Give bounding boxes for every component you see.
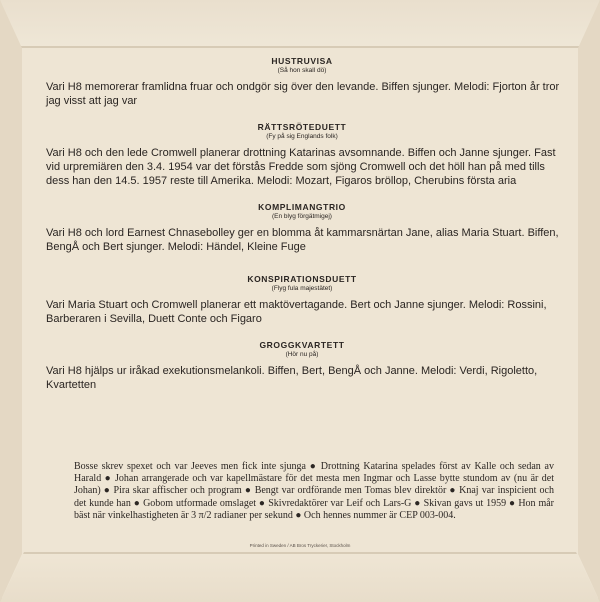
- song-title: HUSTRUVISA: [271, 56, 333, 66]
- credits-paragraph: Bosse skrev spexet och var Jeeves men fick inte sjunga ● Drottning Katarina spelades först av Kalle och sedan av Harald ● Johan arrangerade och var kapellmästare för det mesta men Ingmar och Lasse bytte stundom av (nu är det Johan) ● Pira skar affischer och program ● Bengt var ordförande men Tomas blev direktör ● Knaj var inspicient och det kunde han ● Gobom utformade omslaget ● Skivredaktörer var Leif och Lars-G ● Skivan gavs ut 1959 ● Hon mår bäst när vinkelhastigheten är 3 π/2 radianer per sekund ● Och hennes nummer är CEP 003-004.: [74, 461, 554, 521]
- song-description: Vari H8 hjälps ur iråkad exekutionsmelankoli. Biffen, Bert, BengÅ och Janne. Melodi: Verdi, Rigoletto, Kvartetten: [46, 365, 538, 391]
- right-flap: [578, 0, 600, 602]
- song-section-groggkvartett: [44, 340, 560, 392]
- song-section-rattsroteduett: [44, 122, 560, 188]
- top-flap-edge: [18, 46, 582, 48]
- song-title: GROGGKVARTETT: [259, 340, 345, 350]
- song-subtitle: (Hör nu på): [285, 351, 319, 358]
- song-title: KOMPLIMANGTRIO: [258, 202, 346, 212]
- song-list: [44, 56, 560, 406]
- song-description: Vari H8 och den lede Cromwell planerar drottning Katarinas avsomnande. Biffen och Janne sjunger. Fast vid urpremiären den 3.4. 1954 var det förstås Fredde som sjöng Cromwell och det höll han på med tills dess han den 14.5. 1957 reste till Amerika. Melodi: Mozart, Figaros bröllop, Cherubins första aria: [46, 147, 556, 187]
- song-description: Vari H8 memorerar framlidna fruar och ondgör sig över den levande. Biffen sjunger. Melodi: Fjorton år tror jag visst att jag var: [46, 81, 560, 107]
- song-subtitle: (Fy på sig Englands folk): [266, 133, 338, 140]
- song-title: RÄTTSRÖTEDUETT: [257, 122, 347, 132]
- song-description: Vari H8 och lord Earnest Chnasebolley ger en blomma åt kammarsnärtan Jane, alias Maria Stuart. Biffen, BengÅ och Bert sjunger. Melodi: Händel, Kleine Fuge: [46, 227, 559, 253]
- printer-imprint: Printed in Sweden / AB Bros Tryckerier, Stockholm: [249, 543, 351, 548]
- song-section-komplimangtrio: [44, 202, 560, 254]
- song-subtitle: (En blyg förgätmigej): [272, 213, 332, 220]
- song-section-konspirationsduett: [44, 274, 560, 326]
- left-flap: [0, 0, 22, 602]
- bottom-flap: [0, 552, 600, 602]
- song-description: Vari Maria Stuart och Cromwell planerar ett maktövertagande. Bert och Janne sjunger. Melodi: Rossini, Barberaren i Sevilla, Duett Conte och Figaro: [46, 299, 547, 325]
- song-subtitle: (Så hon skall dö): [277, 67, 327, 74]
- song-section-hustruvisa: [44, 56, 560, 108]
- song-subtitle: (Flyg fula majestätet): [271, 285, 333, 292]
- top-flap: [0, 0, 600, 48]
- song-title: KONSPIRATIONSDUETT: [247, 274, 357, 284]
